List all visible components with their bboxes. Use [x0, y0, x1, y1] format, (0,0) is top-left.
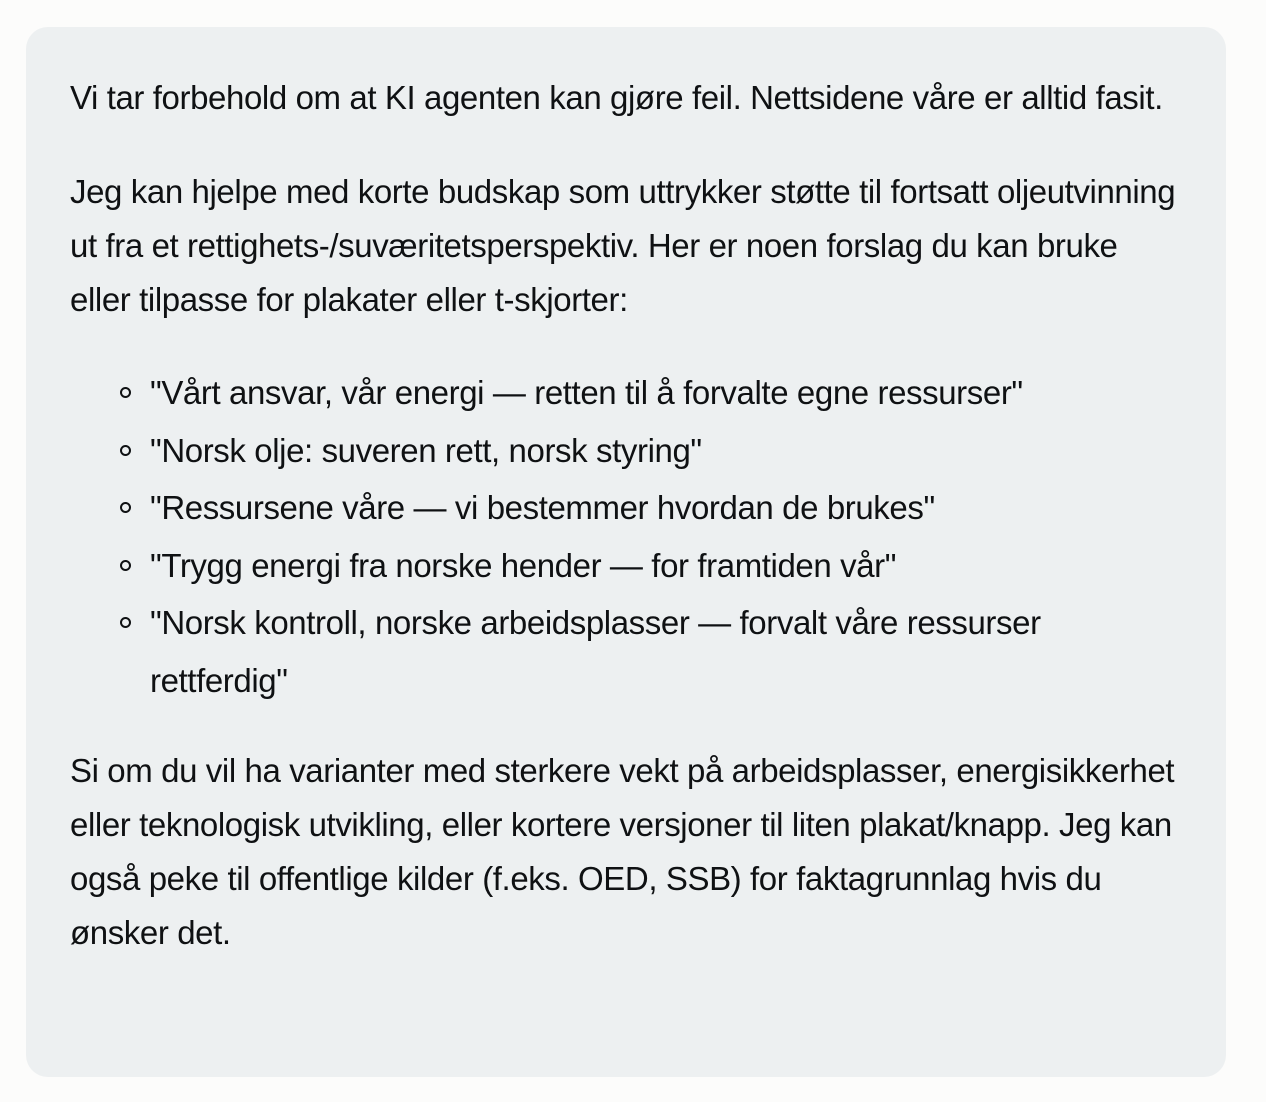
slogan-text: "Trygg energi fra norske hender — for framtiden vår" — [150, 546, 897, 584]
list-item — [150, 594, 1182, 709]
slogan-text: "Vårt ansvar, vår energi — retten til å forvalte egne ressurser" — [150, 374, 1023, 411]
circle-bullet-icon — [120, 387, 131, 398]
circle-bullet-icon — [120, 617, 131, 628]
list-item — [150, 364, 1182, 422]
circle-bullet-icon — [120, 560, 131, 571]
intro-text: Jeg kan hjelpe med korte budskap som uttrykker støtte til fortsatt oljeutvinning ut fra et rettighets-/suværitetsperspektiv. Her er noen forslag du kan bruke eller tilpasse for plakater eller t-skjorter: — [70, 173, 1176, 318]
list-item — [150, 479, 1182, 537]
slogan-list — [70, 364, 1182, 709]
disclaimer-text: Vi tar forbehold om at KI agenten kan gjøre feil. Nettsidene våre er alltid fasit. — [70, 79, 1163, 116]
slogan-text: "Norsk kontroll, norske arbeidsplasser — forvalt våre ressurser rettferdig" — [150, 604, 1041, 699]
list-item — [150, 422, 1182, 480]
closing-text: Si om du vil ha varianter med sterkere vekt på arbeidsplasser, energisikkerhet eller teknologisk utvikling, eller kortere versjoner til liten plakat/knapp. Jeg kan også peke til offentlige kilder (f.eks. OED, SSB) for faktagrunnlag hvis du ønsker det. — [70, 752, 1175, 951]
circle-bullet-icon — [120, 445, 131, 456]
slogan-text: "Ressursene våre — vi bestemmer hvordan de brukes" — [150, 489, 935, 526]
list-item — [150, 537, 1182, 595]
slogan-text: "Norsk olje: suveren rett, norsk styring" — [150, 431, 702, 469]
assistant-message-bubble — [26, 27, 1226, 1077]
circle-bullet-icon — [120, 502, 131, 513]
